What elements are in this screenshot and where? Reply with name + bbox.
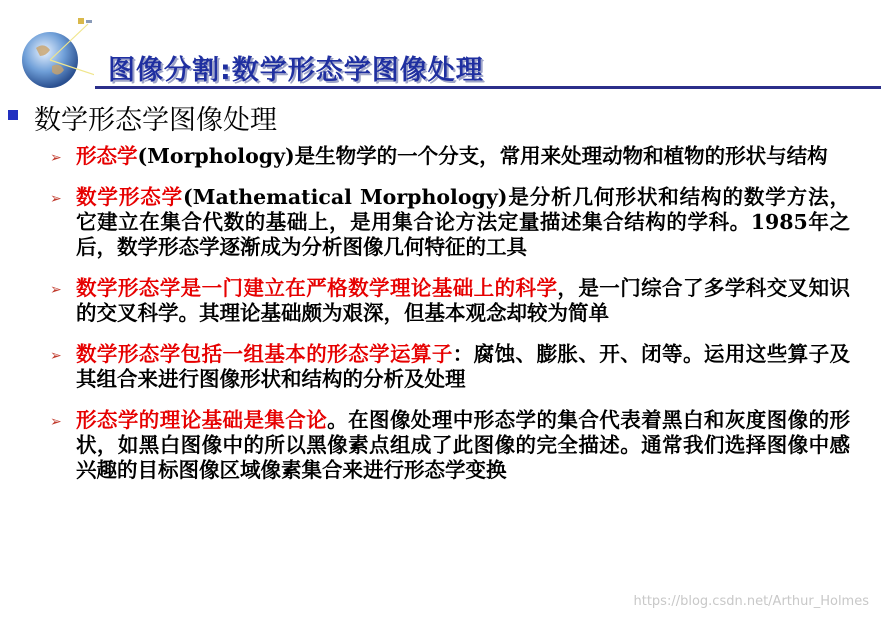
list-item xyxy=(50,185,850,260)
item-highlight: 形态学 xyxy=(76,144,138,168)
arrow-bullet: ➢ xyxy=(50,150,62,166)
satellite-icon xyxy=(78,18,92,24)
item-text: (Morphology)是生物学的一个分支，常用来处理动物和植物的形状与结构 xyxy=(137,144,828,168)
title-divider xyxy=(95,86,881,89)
item-text: (Mathematical Morphology)是分析几何形状和结构的数学方法，它建立在集合代数的基础上，是用集合论方法定量描述集合结构的学科。1985年之后，数学形态学逐渐成为分析图像几何特征的工具 xyxy=(76,185,850,259)
section-heading: 数学形态学图像处理 xyxy=(34,105,277,136)
item-highlight: 数学形态学包括一组基本的形态学运算子 xyxy=(76,342,453,366)
arrow-bullet: ➢ xyxy=(50,348,62,364)
item-highlight: 数学形态学 xyxy=(76,185,184,209)
arrow-bullet: ➢ xyxy=(50,414,62,430)
list-item xyxy=(50,342,850,392)
watermark: https://blog.csdn.net/Arthur_Holmes xyxy=(633,594,869,609)
list-item xyxy=(50,408,850,483)
item-text: 。在图像处理中形态学的集合代表着黑白和灰度图像的形状，如黑白图像中的所以黑像素点组成了此图像的完全描述。通常我们选择图像中感兴趣的目标图像区域像素集合来进行形态学变换 xyxy=(76,408,851,482)
globe-icon xyxy=(14,18,94,90)
item-text: ：腐蚀、膨胀、开、闭等。运用这些算子及其组合来进行图像形状和结构的分析及处理 xyxy=(76,342,850,391)
item-highlight: 形态学的理论基础是集合论 xyxy=(76,408,328,432)
arrow-bullet: ➢ xyxy=(50,282,62,298)
bullet-list xyxy=(50,144,850,483)
arrow-bullet: ➢ xyxy=(50,191,62,207)
item-text: ，是一门综合了多学科交叉知识的交叉科学。其理论基础颇为艰深，但基本观念却较为简单 xyxy=(76,276,851,325)
item-highlight: 数学形态学是一门建立在严格数学理论基础上的科学 xyxy=(76,276,558,300)
list-item xyxy=(50,144,850,169)
page-title: 图像分割:数学形态学图像处理 xyxy=(108,55,484,86)
list-item xyxy=(50,276,850,326)
square-bullet xyxy=(8,110,18,120)
